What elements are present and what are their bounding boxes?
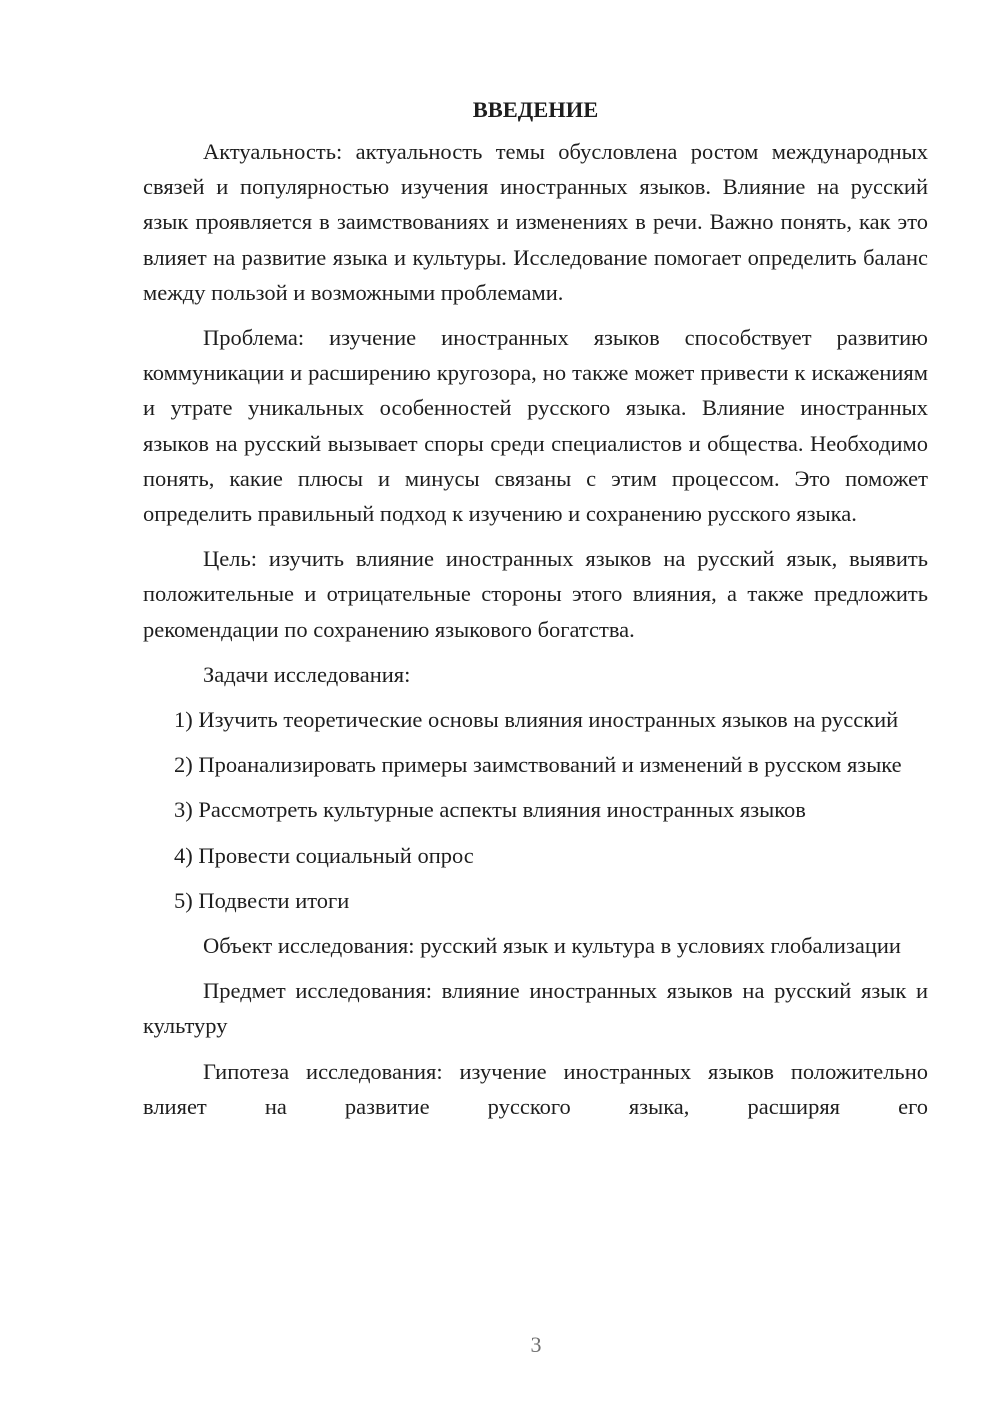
relevance-paragraph: Актуальность: актуальность темы обусловлена ростом международных связей и популярностью изучения иностранных языков. Влияние на русский язык проявляется в заимствованиях и изменениях в речи. Важно понять, как это влияет на развитие языка и культуры. Исследование помогает определить баланс между пользой и возможными проблемами. <box>143 139 928 305</box>
page-content <box>143 92 928 1134</box>
object-paragraph: Объект исследования: русский язык и культура в условиях глобализации <box>203 933 901 959</box>
task-item-3: 3) Рассмотреть культурные аспекты влияния иностранных языков <box>174 797 806 823</box>
problem-paragraph: Проблема: изучение иностранных языков способствует развитию коммуникации и расширению кругозора, но также может привести к искажениям и утрате уникальных особенностей русского языка. Влияние иностранных языков на русский вызывает споры среди специалистов и общества. Необходимо понять, какие плюсы и минусы связаны с этим процессом. Это поможет определить правильный подход к изучению и сохранению русского языка. <box>143 325 928 527</box>
section-heading: ВВЕДЕНИЕ <box>472 97 599 122</box>
subject-paragraph: Предмет исследования: влияние иностранных языков на русский язык и культуру <box>143 978 928 1039</box>
task-item-1: 1) Изучить теоретические основы влияния иностранных языков на русский <box>174 707 899 733</box>
tasks-title: Задачи исследования: <box>203 661 411 687</box>
page-number: 3 <box>530 1332 542 1357</box>
goal-paragraph: Цель: изучить влияние иностранных языков на русский язык, выявить положительные и отрицательные стороны этого влияния, а также предложить рекомендации по сохранению языкового богатства. <box>143 546 928 642</box>
task-item-2: 2) Проанализировать примеры заимствований и изменений в русском языке <box>174 752 902 778</box>
task-item-5: 5) Подвести итоги <box>174 887 350 913</box>
task-item-4: 4) Провести социальный опрос <box>174 842 474 868</box>
hypothesis-paragraph: Гипотеза исследования: изучение иностранных языков положительно влияет на развитие русского языка, расширяя его <box>143 1058 928 1119</box>
